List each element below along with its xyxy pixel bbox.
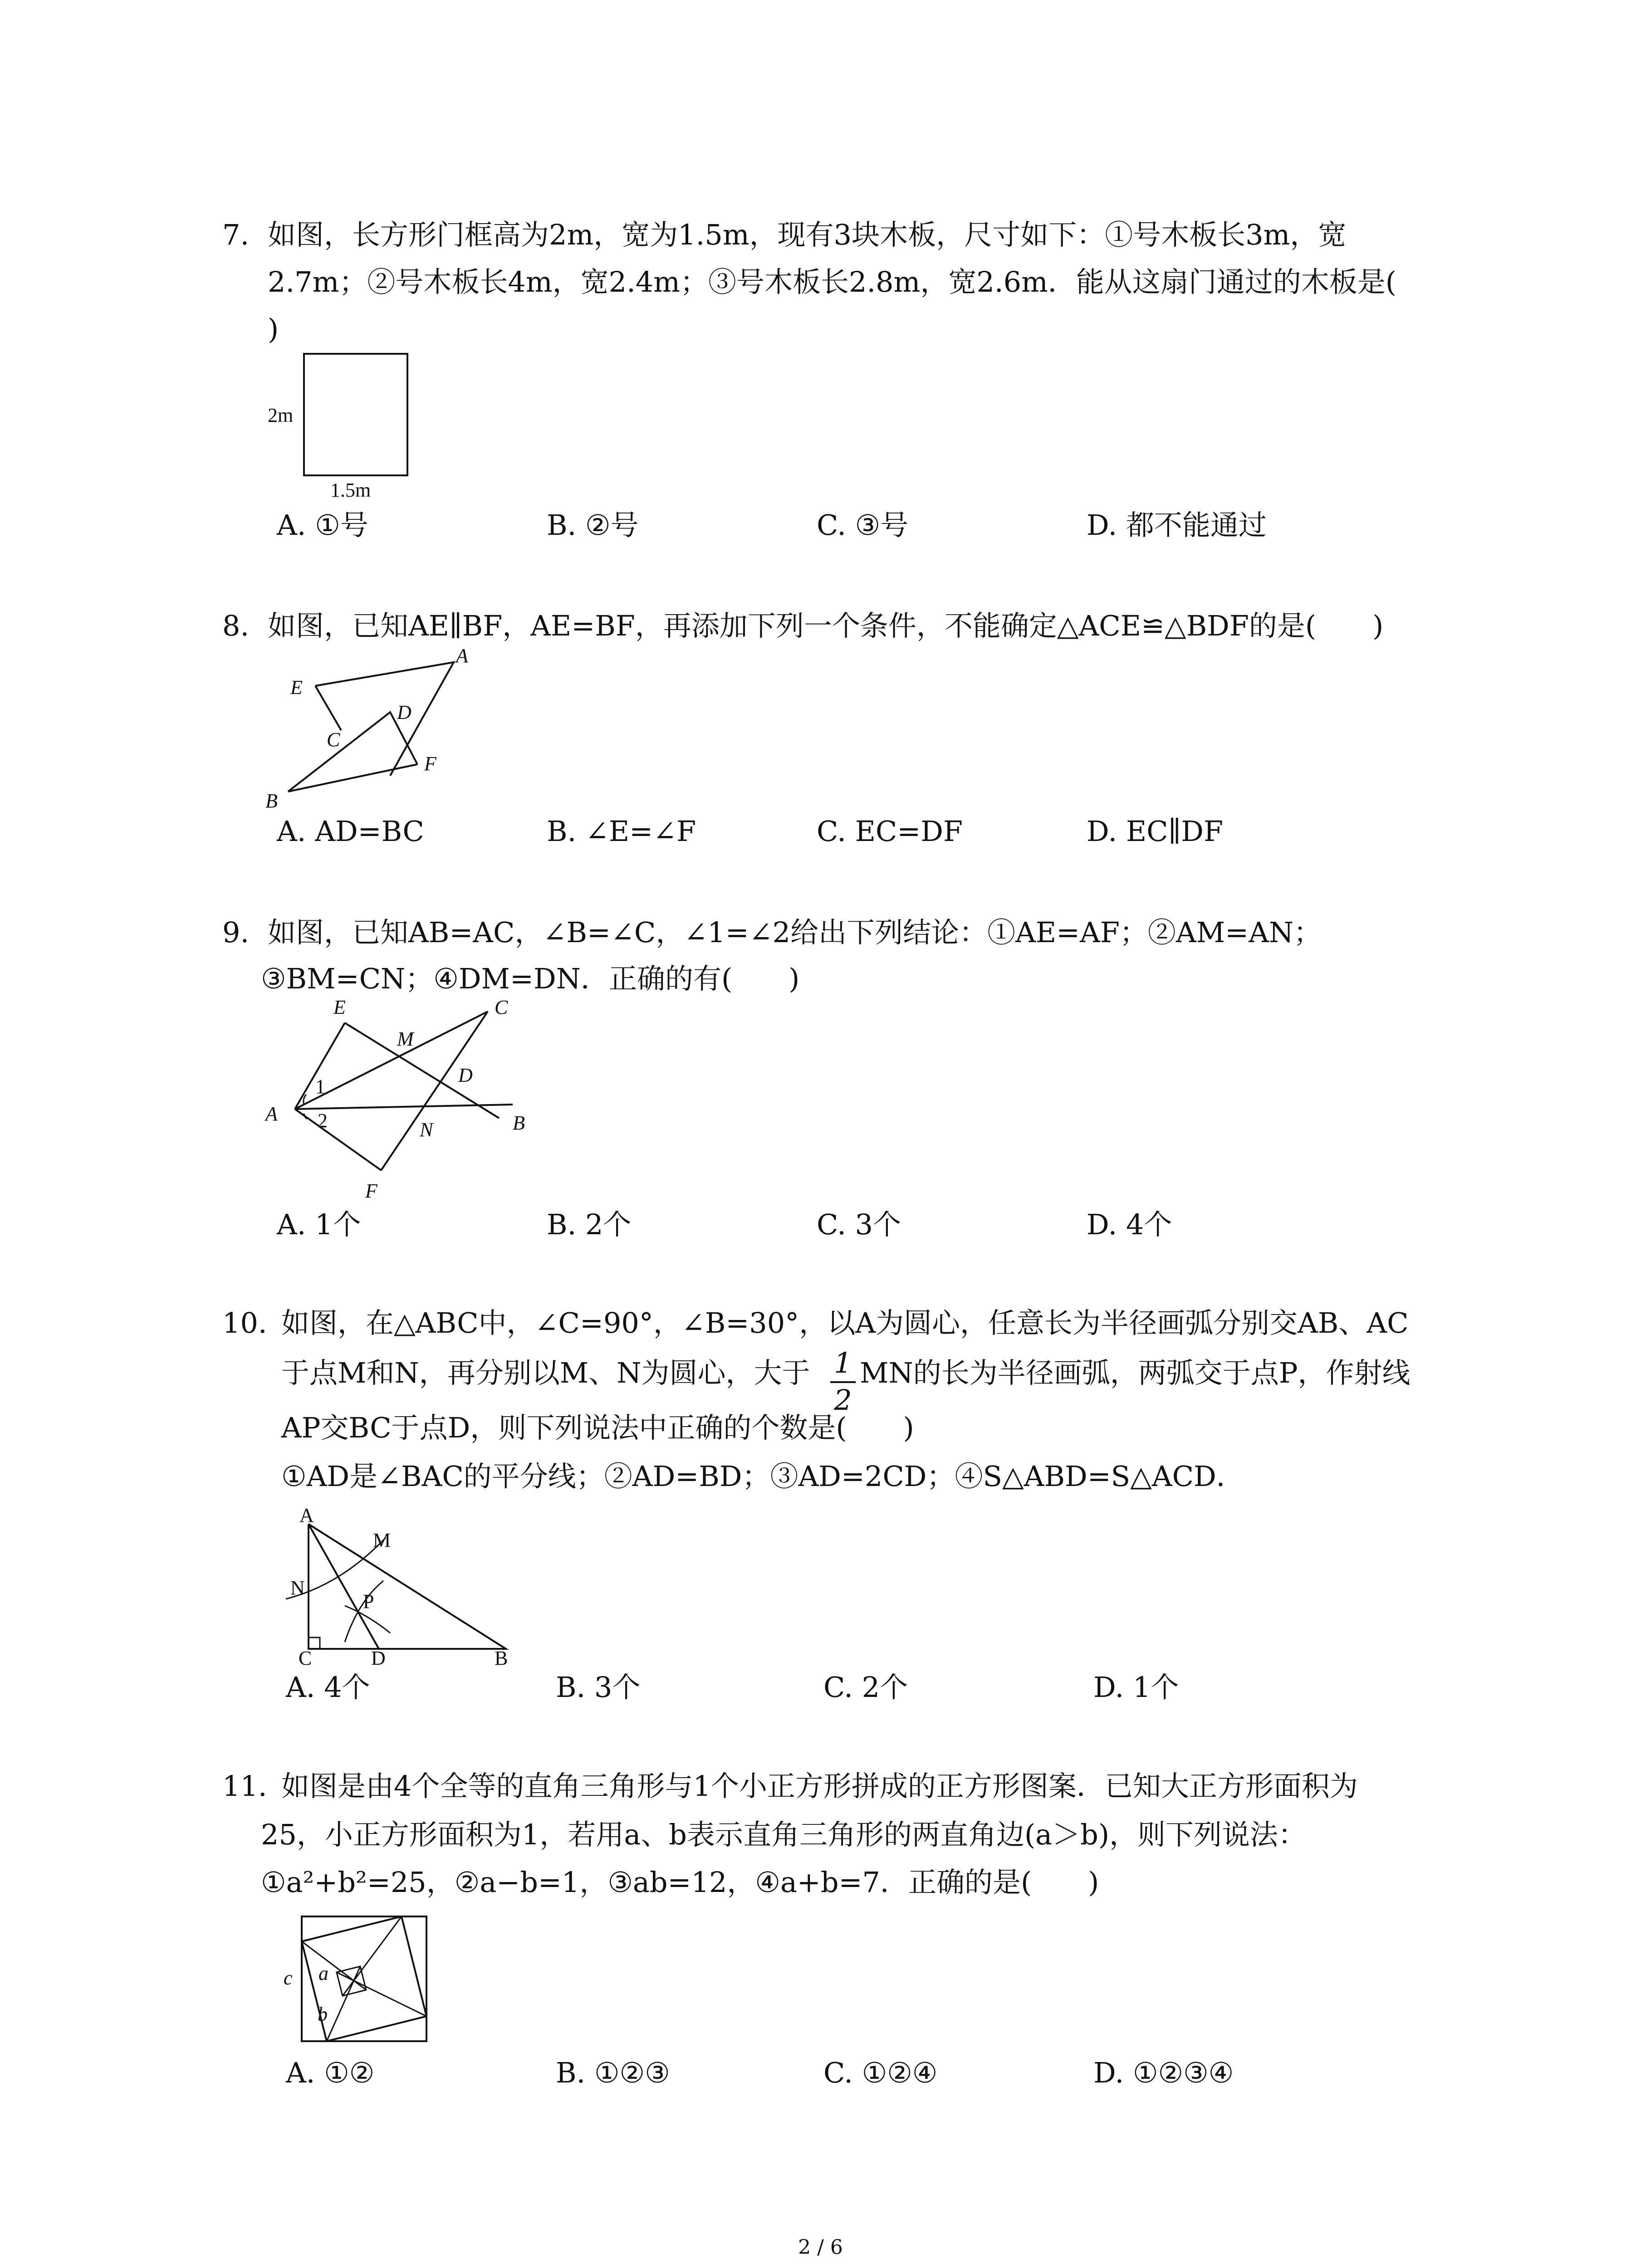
q10-option-b[interactable]: B. 3个 (556, 1671, 641, 1704)
door-frame (304, 354, 407, 475)
q9-number: 9. (222, 916, 250, 949)
q7-option-d[interactable]: D. 都不能通过 (1087, 508, 1267, 542)
q8-label-f: F (424, 753, 436, 775)
q8-figure (254, 644, 490, 812)
q8-number: 8. (222, 609, 250, 642)
q9-label-e: E (333, 996, 346, 1018)
q10-label-p: P (363, 1590, 374, 1613)
q11-figure (277, 1910, 436, 2046)
q10-label-n: N (290, 1577, 305, 1599)
q8-option-b[interactable]: B. ∠E=∠F (547, 815, 696, 848)
q8-label-e: E (290, 676, 303, 699)
q7-option-c[interactable]: C. ③号 (817, 508, 909, 542)
q10-option-c[interactable]: C. 2个 (823, 1671, 908, 1704)
q9-option-d[interactable]: D. 4个 (1087, 1208, 1172, 1241)
q11-option-d[interactable]: D. ①②③④ (1093, 2056, 1234, 2089)
q10-fraction-numerator: 1 (834, 1346, 852, 1379)
q7-line-1: 如图，长方形门框高为2m，宽为1.5m，现有3块木板，尺寸如下：①号木板长3m，宽 (268, 218, 1347, 251)
q10-number: 10. (222, 1306, 267, 1339)
q8-line-bf (288, 764, 417, 792)
q8-option-d[interactable]: D. EC∥DF (1087, 815, 1223, 848)
q10-label-m: M (373, 1529, 391, 1551)
q10-option-d[interactable]: D. 1个 (1093, 1671, 1179, 1704)
q11-line-2: 25，小正方形面积为1，若用a、b表示直角三角形的两直角边(a＞b)，则下列说法： (261, 1818, 1307, 1851)
q11-leg-4 (327, 1966, 360, 2041)
q11-option-c[interactable]: C. ①②④ (823, 2056, 938, 2089)
q9-figure (259, 996, 540, 1209)
q9-label-b: B (513, 1112, 525, 1134)
q10-line-3: AP交BC于点D，则下列说法中正确的个数是( ) (281, 1411, 914, 1444)
q8-line-1: 如图，已知AE∥BF，AE=BF，再添加下列一个条件，不能确定△ACE≌△BDF的是( ) (268, 609, 1384, 642)
q10-fraction (830, 1336, 856, 1417)
q11-label-a: a (318, 1962, 328, 1984)
q10-label-d: D (371, 1647, 386, 1669)
q9-label-n: N (420, 1119, 433, 1141)
q9-label-f: F (365, 1180, 377, 1202)
q7-door-figure (259, 345, 417, 508)
q9-label-c: C (495, 996, 508, 1018)
q8-label-c: C (327, 728, 340, 751)
door-height-label: 2m (268, 404, 294, 426)
q8-label-b: B (265, 790, 278, 812)
q11-number: 11. (222, 1769, 267, 1803)
q9-label-2: 2 (318, 1110, 328, 1132)
q10-line-4: ①AD是∠BAC的平分线；②AD=BD；③AD=2CD；④S△ABD=S△ACD． (281, 1460, 1244, 1493)
q10-option-a[interactable]: A. 4个 (286, 1671, 370, 1704)
q10-fraction-bar (830, 1381, 856, 1383)
q10-fraction-denominator: 2 (834, 1383, 852, 1417)
q10-figure (277, 1504, 531, 1674)
q9-option-a[interactable]: A. 1个 (277, 1208, 361, 1241)
q10-line-2a: 于点M和N，再分别以M、N为圆心，大于 (281, 1356, 810, 1389)
q9-label-a: A (265, 1103, 278, 1125)
q11-label-c: c (284, 1967, 293, 1989)
q7-option-a[interactable]: A. ①号 (277, 508, 368, 542)
q9-line-eb (345, 1023, 499, 1118)
q9-label-d: D (458, 1064, 473, 1086)
q11-line-3: ①a²+b²=25，②a−b=1，③ab=12，④a+b=7．正确的是( ) (261, 1866, 1099, 1899)
q9-line-af (295, 1109, 381, 1170)
q9-option-b[interactable]: B. 2个 (547, 1208, 632, 1241)
q10-label-b: B (495, 1647, 508, 1669)
q8-lower-triangle (288, 712, 417, 792)
q10-label-c: C (299, 1647, 312, 1669)
q7-option-b[interactable]: B. ②号 (547, 508, 639, 542)
q10-label-a: A (299, 1504, 314, 1526)
q9-line-1: 如图，已知AB=AC，∠B=∠C，∠1=∠2给出下列结论：①AE=AF；②AM=AN； (268, 916, 1322, 949)
q8-label-d: D (397, 701, 411, 723)
q9-label-1: 1 (315, 1075, 325, 1098)
q8-line-ec (315, 686, 341, 730)
q9-option-c[interactable]: C. 3个 (817, 1208, 901, 1241)
q9-line-2: ③BM=CN；④DM=DN．正确的有( ) (261, 962, 800, 995)
q10-triangle-abc (309, 1524, 506, 1649)
q10-line-2b: MN的长为半径画弧，两弧交于点P，作射线 (860, 1356, 1411, 1389)
q11-option-b[interactable]: B. ①②③ (556, 2056, 670, 2089)
q10-line-1: 如图，在△ABC中，∠C=90°，∠B=30°，以A为圆心，任意长为半径画弧分别交AB、AC (281, 1306, 1409, 1339)
q7-line-2: 2.7m；②号木板长4m，宽2.4m；③号木板长2.8m，宽2.6m．能从这扇门通过的木板是( (268, 265, 1396, 298)
door-width-label: 1.5m (330, 479, 371, 501)
q8-option-a[interactable]: A. AD=BC (277, 815, 424, 848)
q8-option-c[interactable]: C. EC=DF (817, 815, 963, 848)
page-number: 2 / 6 (798, 2236, 843, 2259)
q7-number: 7. (222, 218, 250, 251)
q8-label-a: A (456, 645, 468, 667)
q11-line-1: 如图是由4个全等的直角三角形与1个小正方形拼成的正方形图案．已知大正方形面积为 (281, 1769, 1358, 1803)
q11-label-b: b (318, 2003, 328, 2025)
q9-label-m: M (397, 1028, 414, 1050)
q7-line-3: ) (268, 313, 279, 346)
q11-option-a[interactable]: A. ①② (286, 2056, 375, 2089)
